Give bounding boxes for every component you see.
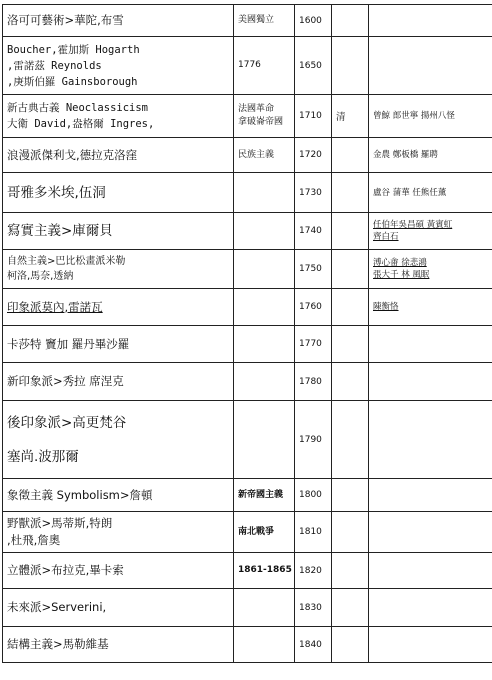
art-movement-cell — [3, 95, 234, 138]
table-row — [3, 326, 492, 363]
art-movement-cell — [3, 213, 234, 250]
art-movement-cell — [3, 5, 234, 37]
dynasty-cell — [332, 326, 369, 363]
art-movement-cell — [3, 553, 234, 589]
art-line: 哥雅多米埃,伍洞 — [7, 184, 106, 201]
table-row — [3, 37, 492, 95]
chinese-artists-line: 曾鯨 郎世寧 揚州八怪 — [373, 111, 455, 121]
art-line: 後印象派>高更梵谷 — [7, 414, 127, 431]
table-row — [3, 289, 492, 326]
year-cell: 1800 — [295, 479, 332, 512]
chinese-artists-cell — [369, 401, 492, 479]
chinese-artists-cell — [369, 250, 492, 289]
table-row — [3, 173, 492, 213]
event-line: 美國獨立 — [238, 15, 275, 25]
art-line: 野獸派>馬蒂斯,特朗 — [7, 516, 113, 530]
event-cell — [234, 213, 295, 250]
dynasty-cell — [332, 363, 369, 401]
event-cell — [234, 37, 295, 95]
art-line: ,杜飛,詹奧 — [7, 533, 61, 547]
table-row — [3, 213, 492, 250]
event-cell — [234, 363, 295, 401]
year-cell: 1730 — [295, 173, 332, 213]
art-line: 新古典古義 Neoclassicism — [7, 102, 149, 114]
event-cell — [234, 479, 295, 512]
dynasty-cell — [332, 553, 369, 589]
chinese-artists-cell — [369, 479, 492, 512]
art-movement-cell — [3, 627, 234, 663]
chinese-artists-cell — [369, 589, 492, 627]
table-row — [3, 553, 492, 589]
art-line: 立體派>布拉克,畢卡索 — [7, 563, 124, 577]
art-line: ,雷諾茲 Reynolds — [7, 59, 102, 72]
table-row — [3, 138, 492, 173]
art-movement-cell — [3, 363, 234, 401]
table-row — [3, 479, 492, 512]
dynasty-cell — [332, 512, 369, 553]
event-cell — [234, 326, 295, 363]
event-cell — [234, 250, 295, 289]
table-row — [3, 627, 492, 663]
chinese-artists-line: 金農 鄭板橋 羅聘 — [373, 150, 438, 160]
art-line: ,庚斯伯羅 Gainsborough — [7, 75, 138, 88]
table-row — [3, 5, 492, 37]
year-cell: 1790 — [295, 401, 332, 479]
event-line: 民族主義 — [238, 149, 275, 160]
event-cell — [234, 401, 295, 479]
art-line: Boucher,霍加斯 Hogarth — [7, 43, 140, 56]
dynasty-cell — [332, 213, 369, 250]
event-line: 南北戰爭 — [238, 526, 275, 537]
event-line: 1861-1865 — [238, 565, 292, 575]
event-cell — [234, 627, 295, 663]
chinese-artists-cell — [369, 289, 492, 326]
art-line: 大衛 David,盎格爾 Ingres, — [7, 118, 155, 130]
art-movement-cell — [3, 250, 234, 289]
event-cell — [234, 589, 295, 627]
chinese-artists-cell — [369, 627, 492, 663]
art-line: 新印象派>秀拉 席涅克 — [7, 374, 124, 388]
year-cell: 1760 — [295, 289, 332, 326]
dynasty-cell — [332, 250, 369, 289]
year-cell: 1600 — [295, 5, 332, 37]
chinese-artists-cell — [369, 512, 492, 553]
table-row — [3, 512, 492, 553]
event-cell — [234, 138, 295, 173]
dynasty-cell — [332, 627, 369, 663]
year-cell: 1770 — [295, 326, 332, 363]
chinese-artists-cell — [369, 553, 492, 589]
chinese-artists-line: 齊白石 — [373, 232, 399, 242]
table-row — [3, 95, 492, 138]
year-cell: 1650 — [295, 37, 332, 95]
chinese-artists-line: 任伯年吳昌碩 黃賓虹 — [373, 220, 453, 230]
chinese-artists-line: 溥心畬 徐悲鴻 — [373, 258, 427, 268]
dynasty-cell — [332, 401, 369, 479]
event-cell — [234, 289, 295, 326]
event-cell — [234, 173, 295, 213]
year-cell: 1750 — [295, 250, 332, 289]
dynasty-cell — [332, 37, 369, 95]
art-line: 寫實主義>庫爾貝 — [7, 223, 113, 239]
table-row — [3, 363, 492, 401]
year-cell: 1830 — [295, 589, 332, 627]
art-line: 柯洛,馬奈,透納 — [7, 271, 74, 282]
chinese-artists-cell — [369, 138, 492, 173]
year-cell: 1720 — [295, 138, 332, 173]
art-line: 浪漫派傑利戈,德拉克洛窪 — [7, 147, 138, 162]
chinese-artists-cell — [369, 213, 492, 250]
art-movement-cell — [3, 401, 234, 479]
chinese-artists-cell — [369, 5, 492, 37]
chinese-artists-line: 盧谷 蒲華 任熊任薰 — [373, 187, 447, 198]
dynasty-cell — [332, 589, 369, 627]
event-line: 拿破崙帝國 — [238, 117, 284, 127]
dynasty-cell: 清 — [332, 95, 369, 138]
art-movement-cell — [3, 512, 234, 553]
art-movement-cell — [3, 37, 234, 95]
event-cell — [234, 95, 295, 138]
chinese-artists-cell — [369, 173, 492, 213]
art-line: 卡莎特 竇加 羅丹畢沙羅 — [7, 336, 130, 351]
table-row — [3, 250, 492, 289]
art-line: 洛可可藝術>華陀,布雪 — [7, 13, 124, 27]
event-cell — [234, 512, 295, 553]
chinese-artists-line: 張大千 林 風眠 — [373, 270, 430, 280]
table-row — [3, 589, 492, 627]
year-cell: 1740 — [295, 213, 332, 250]
dynasty-cell — [332, 289, 369, 326]
dynasty-cell — [332, 138, 369, 173]
art-line: 印象派莫內,雷諾瓦 — [7, 299, 103, 314]
chinese-artists-cell — [369, 37, 492, 95]
art-line: 結構主義>馬勒維基 — [7, 637, 109, 651]
dynasty-cell — [332, 173, 369, 213]
art-movement-cell — [3, 589, 234, 627]
art-movement-cell — [3, 289, 234, 326]
art-line: 象徵主義 Symbolism>詹頓 — [7, 487, 153, 502]
art-movement-cell — [3, 138, 234, 173]
table-row — [3, 401, 492, 479]
art-line: 自然主義>巴比松畫派米勒 — [7, 256, 126, 267]
chinese-artists-cell — [369, 95, 492, 138]
chinese-artists-line: 陳衡恪 — [373, 302, 399, 312]
chinese-artists-cell — [369, 363, 492, 401]
event-cell — [234, 553, 295, 589]
art-line: 未來派>Serverini, — [7, 600, 107, 614]
event-line: 新帝國主義 — [238, 489, 284, 500]
art-movement-cell — [3, 173, 234, 213]
chinese-artists-cell — [369, 326, 492, 363]
art-movement-cell — [3, 326, 234, 363]
event-line: 法國革命 — [238, 104, 275, 114]
art-history-timeline-table — [2, 4, 492, 663]
year-cell: 1710 — [295, 95, 332, 138]
art-line: 塞尚.波那爾 — [7, 448, 79, 465]
event-cell — [234, 5, 295, 37]
dynasty-cell — [332, 5, 369, 37]
year-cell: 1820 — [295, 553, 332, 589]
event-line: 1776 — [238, 60, 261, 70]
dynasty-cell — [332, 479, 369, 512]
year-cell: 1840 — [295, 627, 332, 663]
art-movement-cell — [3, 479, 234, 512]
year-cell: 1810 — [295, 512, 332, 553]
year-cell: 1780 — [295, 363, 332, 401]
